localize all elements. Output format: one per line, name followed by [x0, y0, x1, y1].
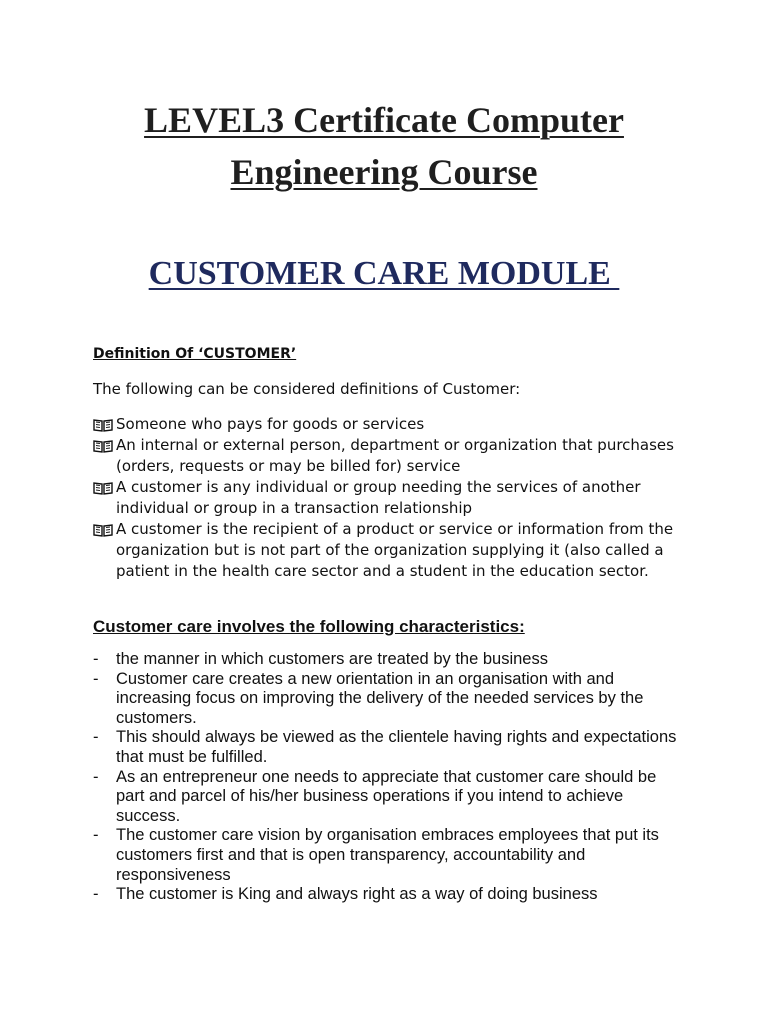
list-item-text: Customer care creates a new orientation in an organisation with and increasing focus on improving the delivery of the needed services by the customers. — [116, 669, 644, 727]
list-item-text: An internal or external person, department or organization that purchases (orders, requests or may be billed for) service — [116, 436, 674, 475]
dash-bullet: - — [93, 669, 99, 688]
module-title-text: CUSTOMER CARE MODULE — [148, 255, 620, 292]
list-item-text: the manner in which customers are treated by the business — [116, 650, 548, 668]
list-item — [93, 885, 683, 905]
list-item — [93, 670, 683, 729]
list-item-text: The customer is King and always right as a way of doing business — [116, 885, 598, 904]
dash-bullet: - — [93, 650, 99, 668]
document-title-line-2 — [0, 146, 768, 198]
list-item-text: A customer is any individual or group needing the services of another individual or group in a transaction relationship — [116, 478, 641, 517]
list-item — [93, 519, 683, 582]
dash-bullet: - — [93, 767, 99, 786]
definition-intro: The following can be considered definitions of Customer: — [93, 380, 521, 398]
open-book-icon — [93, 523, 113, 537]
definition-heading: Definition Of ‘CUSTOMER’ — [93, 346, 297, 362]
list-item — [93, 477, 683, 519]
list-item — [93, 414, 683, 435]
open-book-icon — [93, 439, 113, 453]
list-item-text: The customer care vision by organisation embraces employees that put its customers first and that is open transparency, accountability and responsiveness — [116, 826, 659, 884]
list-item — [93, 728, 683, 767]
characteristics-heading: Customer care involves the following characteristics: — [93, 617, 525, 636]
list-item-text: A customer is the recipient of a product or service or information from the organization but is not part of the organization supplying it (also called a patient in the health care sector and a student in the education sector. — [116, 520, 674, 580]
module-title — [0, 252, 768, 296]
open-book-icon — [93, 481, 113, 495]
list-item — [93, 650, 683, 670]
dash-bullet: - — [93, 728, 99, 747]
list-item-text: Someone who pays for goods or services — [116, 415, 425, 433]
open-book-icon — [93, 418, 113, 432]
document-title-line-2-text: Engineering Course — [230, 152, 538, 192]
list-item — [93, 826, 683, 885]
definition-list — [93, 414, 683, 582]
document-title-line-1 — [0, 94, 768, 146]
characteristics-list — [93, 650, 683, 905]
document-title-line-1-text: LEVEL3 Certificate Computer — [144, 100, 624, 140]
list-item — [93, 768, 683, 827]
dash-bullet: - — [93, 885, 99, 904]
dash-bullet: - — [93, 826, 99, 845]
list-item-text: This should always be viewed as the clientele having rights and expectations that must be fulfilled. — [116, 728, 677, 766]
list-item-text: As an entrepreneur one needs to appreciate that customer care should be part and parcel of his/her business operations if you intend to achieve success. — [116, 767, 657, 825]
list-item — [93, 435, 683, 477]
